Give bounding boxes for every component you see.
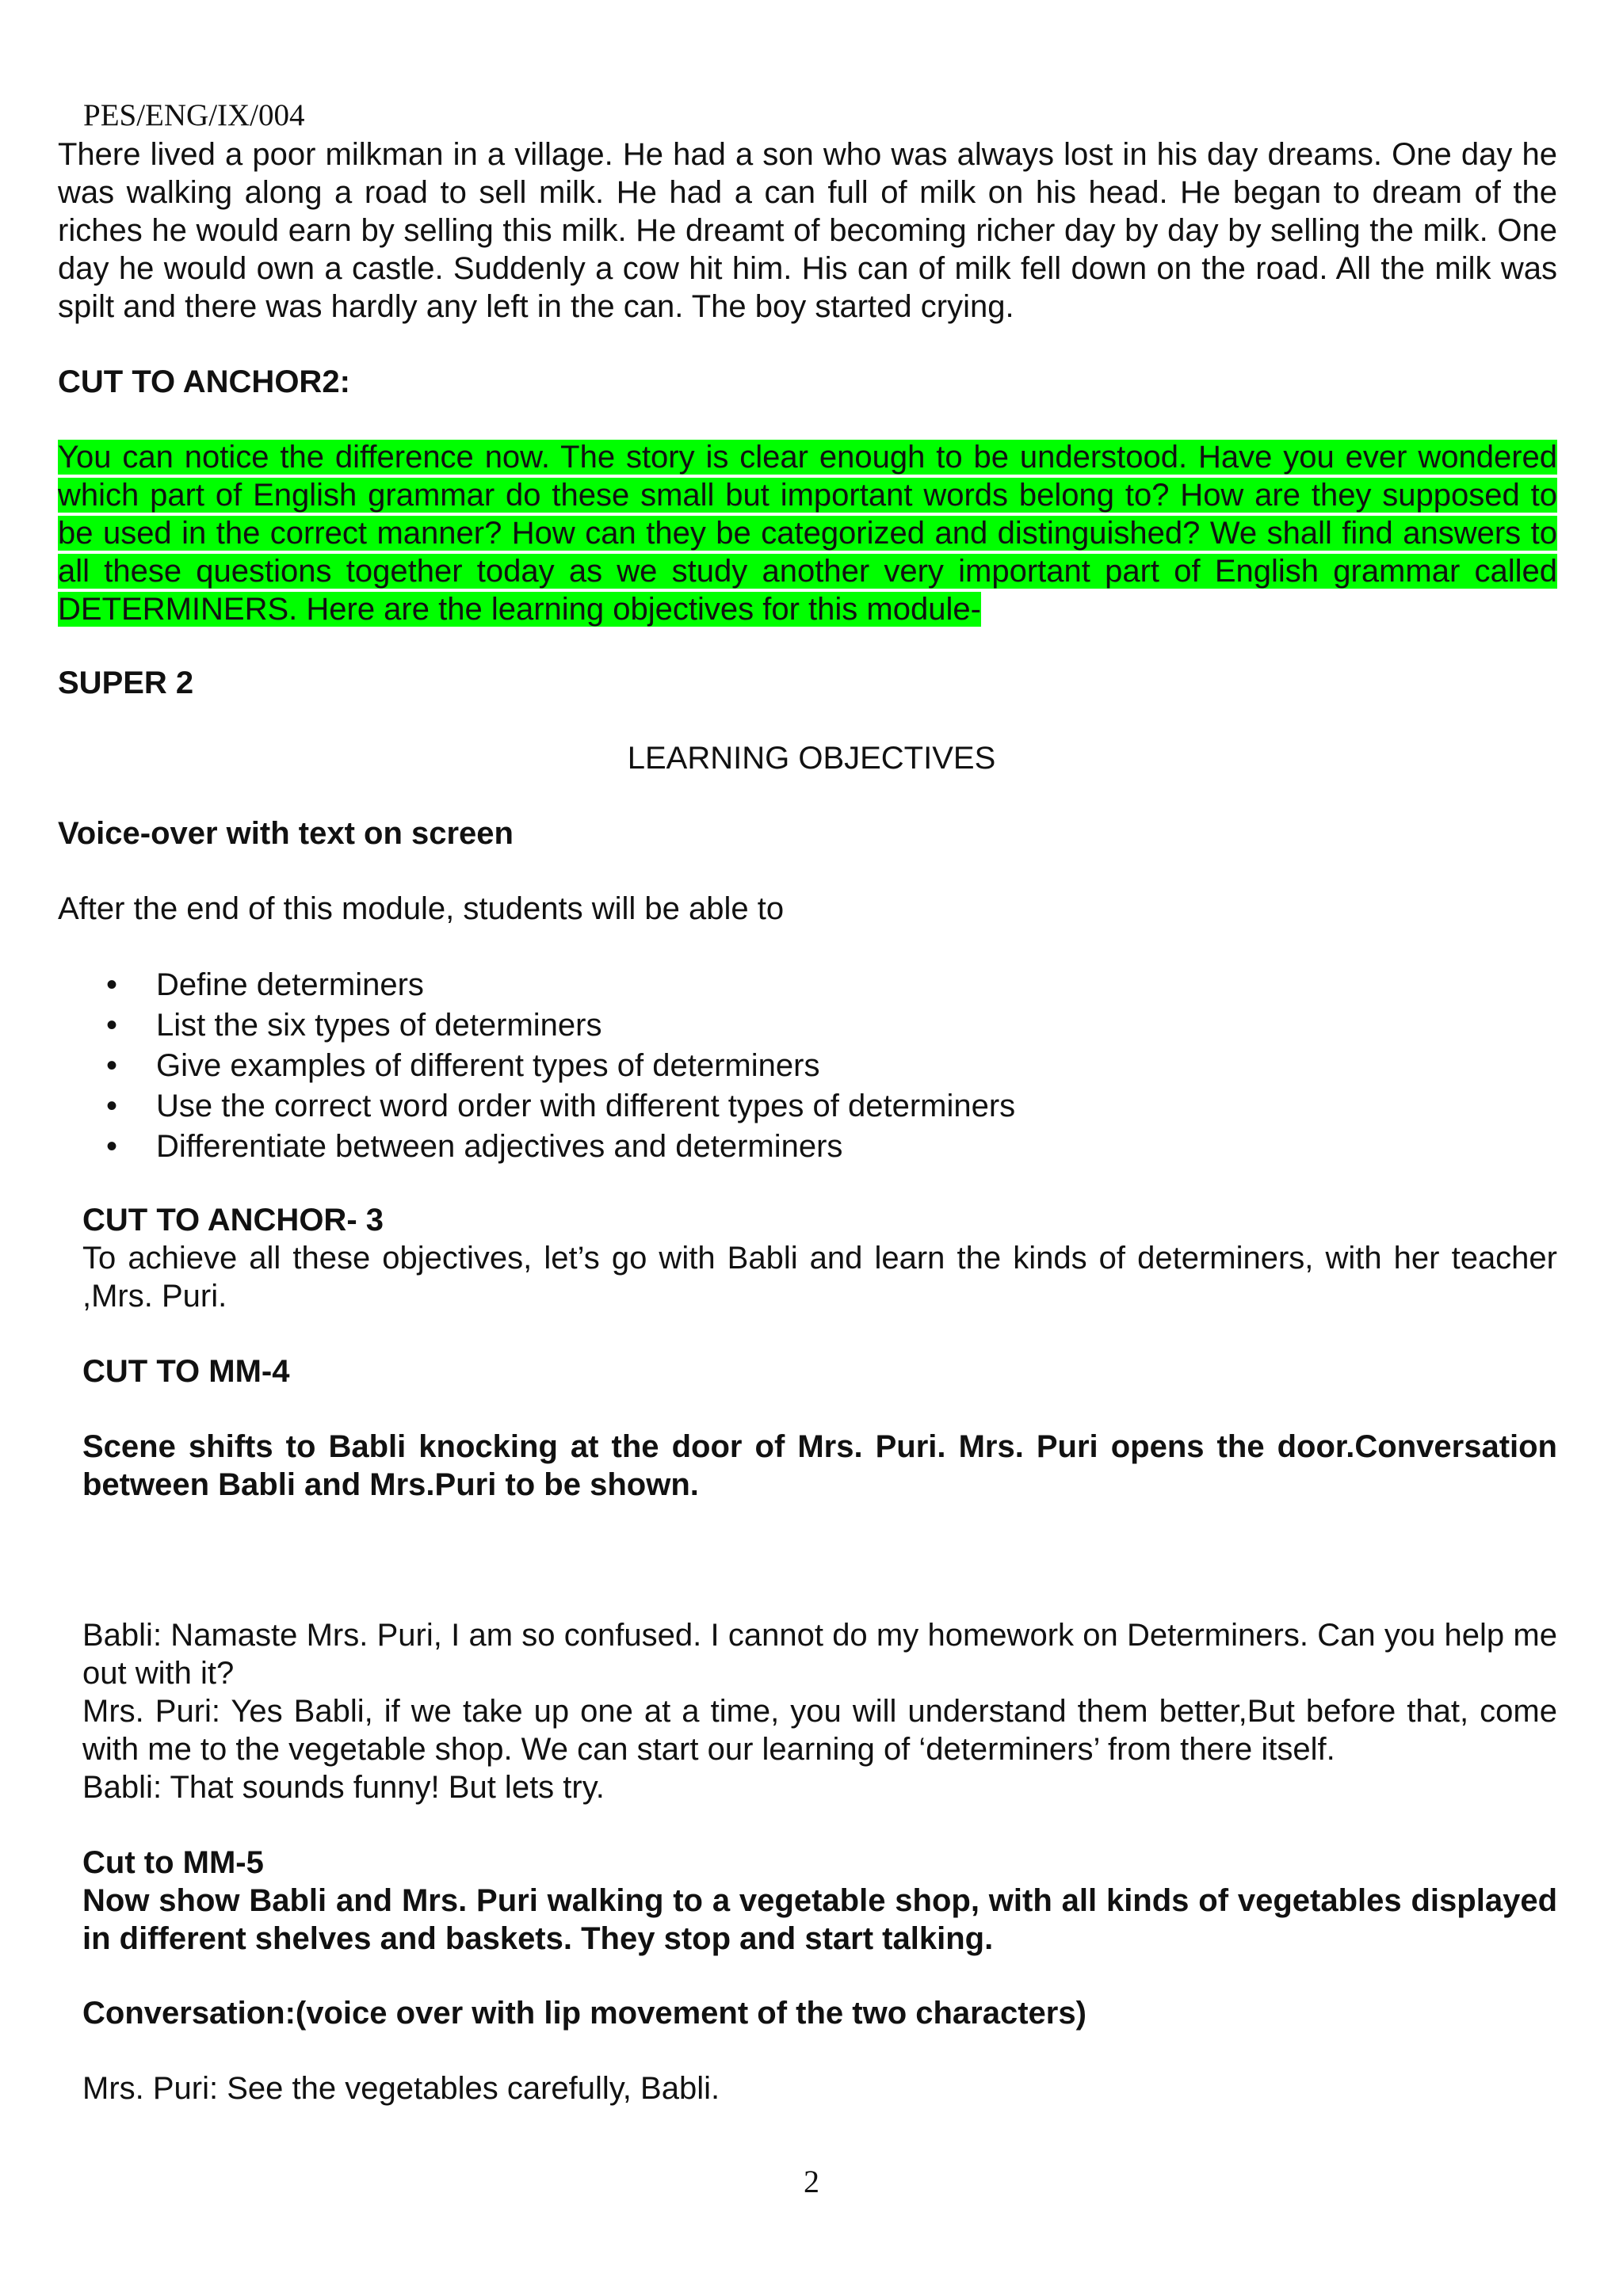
document-code: PES/ENG/IX/004 bbox=[83, 98, 305, 132]
list-item bbox=[58, 1127, 1484, 1167]
super2-heading: SUPER 2 bbox=[58, 666, 194, 700]
objective-text: List the six types of determiners bbox=[156, 1008, 602, 1043]
dialogue-line-babli-reply: Babli: That sounds funny! But lets try. bbox=[82, 1770, 605, 1805]
anchor2-paragraph bbox=[58, 438, 1557, 628]
list-item bbox=[58, 965, 1484, 1005]
voiceover-label: Voice-over with text on screen bbox=[58, 816, 514, 851]
page-number: 2 bbox=[804, 2164, 819, 2199]
learning-objectives-title: LEARNING OBJECTIVES bbox=[627, 741, 996, 776]
objective-text: Differentiate between adjectives and determiners bbox=[156, 1129, 843, 1164]
objectives-intro: After the end of this module, students will be able to bbox=[58, 891, 785, 926]
bullet-icon: • bbox=[106, 1048, 118, 1083]
dialogue-line-babli: Babli: Namaste Mrs. Puri, I am so confused. I cannot do my homework on Determiners. Can you help me out with it? bbox=[82, 1618, 1557, 1691]
bullet-icon: • bbox=[106, 1008, 118, 1043]
anchor3-heading: CUT TO ANCHOR- 3 bbox=[82, 1203, 384, 1238]
mm5-heading: Cut to MM-5 bbox=[82, 1845, 264, 1880]
mm4-heading: CUT TO MM-4 bbox=[82, 1354, 290, 1389]
anchor3-paragraph: To achieve all these objectives, let’s go with Babli and learn the kinds of determiners, with her teacher ,Mrs. Puri. bbox=[82, 1241, 1557, 1314]
bullet-icon: • bbox=[106, 1089, 118, 1123]
dialogue-line-mrs-puri: Mrs. Puri: Yes Babli, if we take up one at a time, you will understand them better,But before that, come with me to the vegetable shop. We can start our learning of ‘determiners’ from there itself. bbox=[82, 1694, 1557, 1767]
anchor2-heading: CUT TO ANCHOR2: bbox=[58, 364, 350, 399]
conversation-label: Conversation:(voice over with lip movement of the two characters) bbox=[82, 1996, 1086, 2031]
list-item bbox=[58, 1005, 1484, 1046]
highlighted-text: You can notice the difference now. The story is clear enough to be understood. Have you ever wondered which part of English grammar do these small but important words belong to? How are they supposed to be used in the correct manner? How can they be categorized and distinguished? We shall find answers to all these questions together today as we study another very important part of English grammar called DETERMINERS. Here are the learning objectives for this module- bbox=[58, 440, 1557, 627]
bullet-icon: • bbox=[106, 967, 118, 1002]
mm4-scene-direction: Scene shifts to Babli knocking at the door of Mrs. Puri. Mrs. Puri opens the door.Conversation between Babli and Mrs.Puri to be shown. bbox=[82, 1429, 1557, 1502]
list-item bbox=[58, 1046, 1484, 1086]
objective-text: Give examples of different types of determiners bbox=[156, 1048, 820, 1083]
bullet-icon: • bbox=[106, 1129, 118, 1164]
list-item bbox=[58, 1086, 1484, 1127]
mm5-scene-direction: Now show Babli and Mrs. Puri walking to a vegetable shop, with all kinds of vegetables displayed in different shelves and baskets. They stop and start talking. bbox=[82, 1883, 1557, 1956]
story-paragraph: There lived a poor milkman in a village. He had a son who was always lost in his day dreams. One day he was walking along a road to sell milk. He had a can full of milk on his head. He began to dream of the riches he would earn by selling this milk. He dreamt of becoming richer day by day by selling the milk. One day he would own a castle. Suddenly a cow hit him. His can of milk fell down on the road. All the milk was spilt and there was hardly any left in the can. The boy started crying. bbox=[58, 137, 1557, 324]
objective-text: Use the correct word order with different types of determiners bbox=[156, 1089, 1016, 1123]
objectives-list bbox=[58, 965, 1484, 1167]
objective-text: Define determiners bbox=[156, 967, 424, 1002]
dialogue-line-mrs-puri-vegetables: Mrs. Puri: See the vegetables carefully, Babli. bbox=[82, 2071, 720, 2106]
